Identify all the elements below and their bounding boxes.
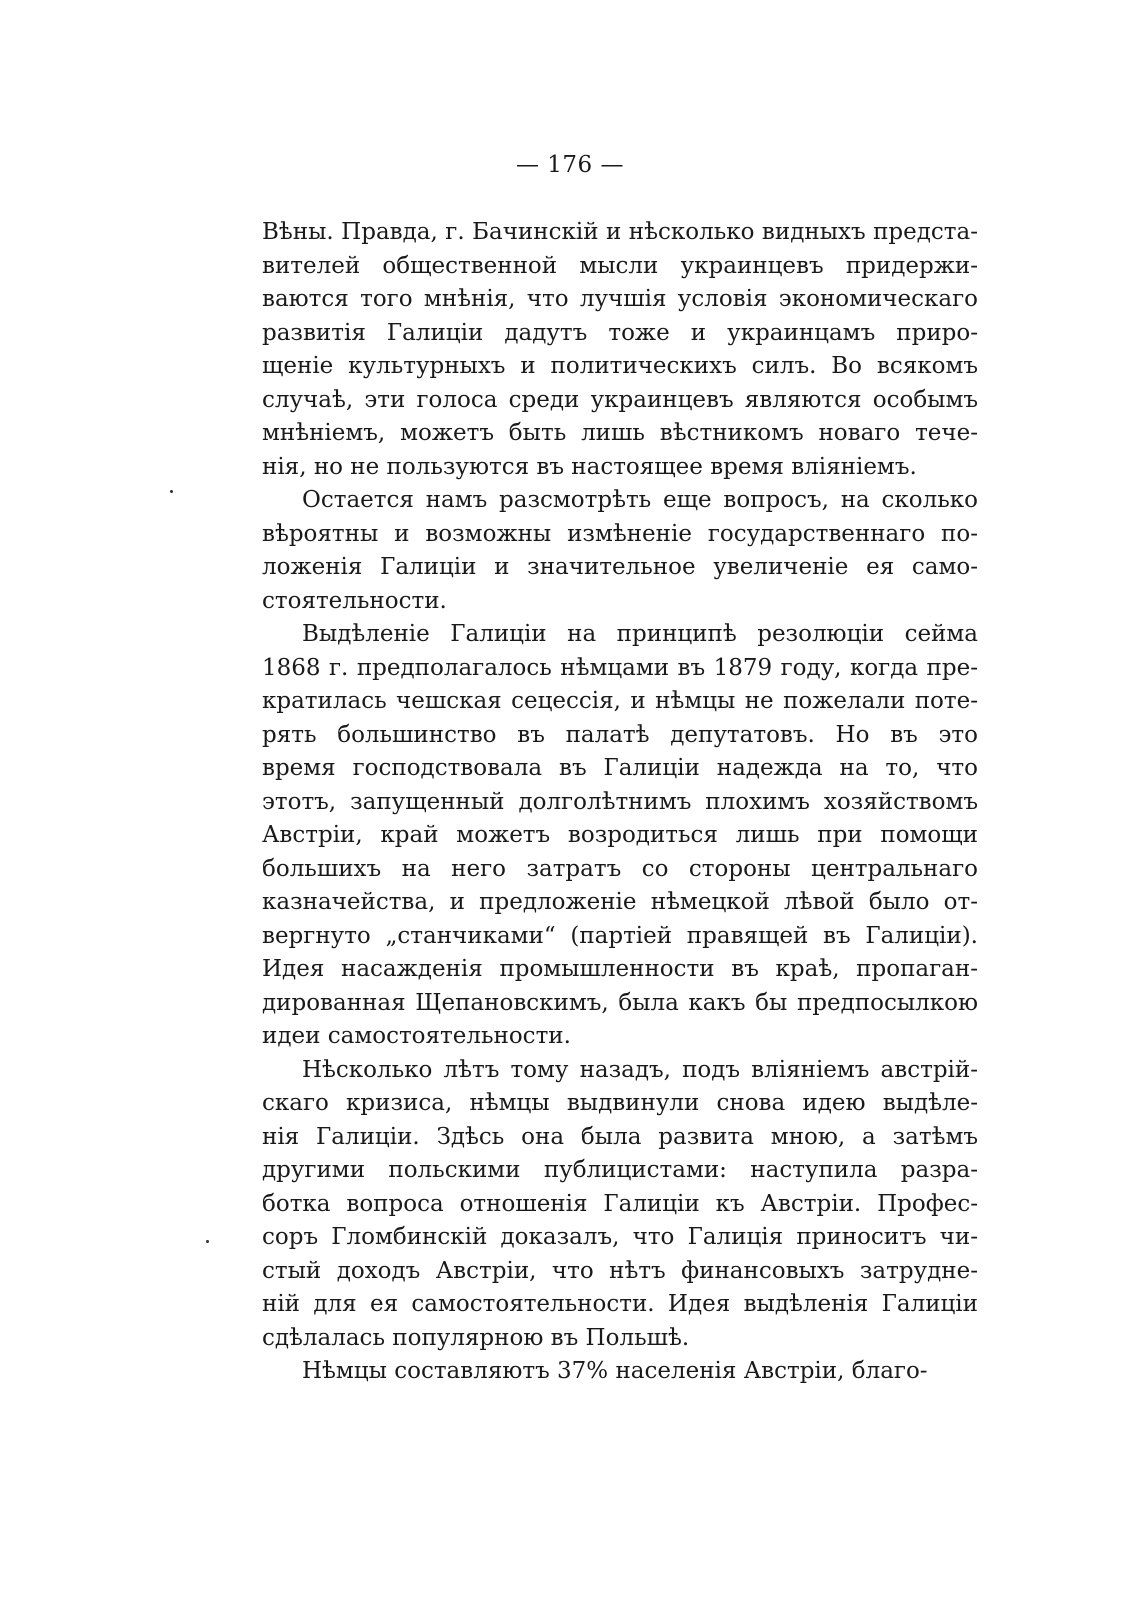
text-line: этотъ, запущенный долголѣтнимъ плохимъ хозяйствомъ: [262, 788, 978, 815]
text-line: Австріи, край можетъ возродиться лишь при помощи: [262, 822, 978, 848]
text-line: Нѣсколько лѣтъ тому назадъ, подъ вліяніемъ австрій-: [302, 1056, 978, 1083]
text-line: развитія Галиціи дадутъ тоже и украинцамъ приро-: [262, 319, 978, 346]
text-line: нія Галиціи. Здѣсь она была развита мною, а затѣмъ: [262, 1123, 978, 1150]
text-line: ній для ея самостоятельности. Идея выдѣленія Галиціи: [262, 1291, 978, 1317]
text-line: Выдѣленіе Галиціи на принципѣ резолюціи сейма: [302, 621, 978, 647]
text-line: мнѣніемъ, можетъ быть лишь вѣстникомъ новаго тече-: [262, 420, 978, 446]
text-line: Идея насажденія промышленности въ краѣ, пропаган-: [262, 956, 978, 982]
text-line: казначейства, и предложеніе нѣмецкой лѣвой было от-: [262, 889, 978, 915]
text-line: дированная Щепановскимъ, была какъ бы предпосылкою: [262, 989, 978, 1016]
text-line: случаѣ, эти голоса среди украинцевъ являются особымъ: [262, 386, 978, 413]
text-line: стый доходъ Австріи, что нѣтъ финансовыхъ затрудне-: [262, 1257, 978, 1284]
text-line: Вѣны. Правда, г. Бачинскій и нѣсколько видныхъ предста-: [262, 219, 978, 245]
text-line: щеніе культурныхъ и политическихъ силъ. Во всякомъ: [262, 353, 978, 379]
text-line: идеи самостоятельности.: [262, 1023, 571, 1049]
text-line: 1868 г. предполагалось нѣмцами въ 1879 году, когда пре-: [262, 654, 978, 681]
paragraph: [262, 484, 978, 618]
text-line: кратилась чешская сецессія, и нѣмцы не пожелали поте-: [262, 688, 978, 714]
page-number: — 176 —: [515, 152, 625, 178]
text-line: сдѣлалась популярною въ Польшѣ.: [262, 1324, 690, 1351]
text-line: ваются того мнѣнія, что лучшія условія экономическаго: [262, 286, 978, 312]
scan-speck: [170, 490, 173, 493]
paragraph: [262, 1054, 978, 1356]
body-text: [262, 216, 978, 1389]
text-line: вѣроятны и возможны измѣненіе государственнаго по-: [262, 520, 978, 547]
scan-speck: [206, 1240, 209, 1243]
text-line: время господствовала въ Галиціи надежда на то, что: [262, 755, 978, 781]
paragraph: [262, 1355, 978, 1389]
text-line: вергнуто „станчиками“ (партіей правящей въ Галиціи).: [262, 922, 978, 949]
text-line: рять большинство въ палатѣ депутатовъ. Но въ это: [262, 721, 978, 748]
text-line: Нѣмцы составляютъ 37% населенія Австріи, благо-: [302, 1358, 928, 1384]
paragraph: [262, 618, 978, 1054]
text-line: соръ Гломбинскій доказалъ, что Галиція приноситъ чи-: [262, 1224, 978, 1250]
text-line: большихъ на него затратъ со стороны центральнаго: [262, 855, 978, 882]
paragraph: [262, 216, 978, 484]
text-line: ложенія Галиціи и значительное увеличеніе ея само-: [262, 554, 978, 580]
text-line: Остается намъ разсмотрѣть еще вопросъ, на сколько: [302, 487, 978, 513]
text-line: стоятельности.: [262, 587, 447, 614]
text-line: вителей общественной мысли украинцевъ придержи-: [262, 252, 978, 279]
text-line: скаго кризиса, нѣмцы выдвинули снова идею выдѣле-: [262, 1090, 978, 1116]
text-line: нія, но не пользуются въ настоящее время вліяніемъ.: [262, 453, 917, 480]
text-line: другими польскими публицистами: наступила разра-: [262, 1157, 978, 1183]
text-line: ботка вопроса отношенія Галиціи къ Австріи. Профес-: [262, 1190, 978, 1217]
